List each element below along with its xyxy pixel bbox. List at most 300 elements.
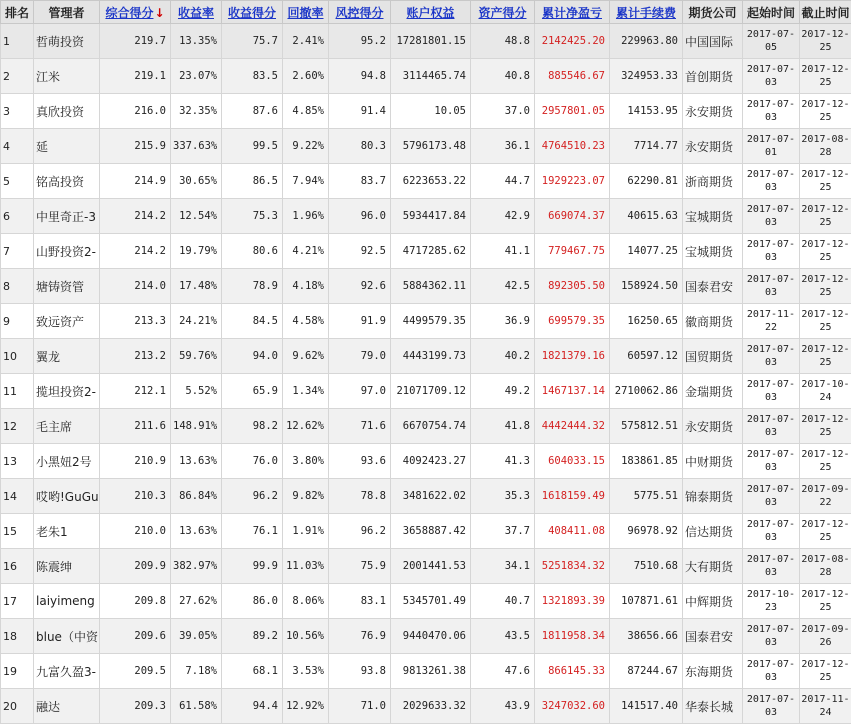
- arrow-down-icon[interactable]: ↓: [154, 6, 164, 20]
- cell-equity: 5796173.48: [391, 129, 471, 164]
- cell-score: 210.9: [100, 444, 171, 479]
- cell-net-pnl: 779467.75: [535, 234, 610, 269]
- cell-manager[interactable]: 哲萌投资: [34, 24, 100, 59]
- header-label: 风控得分: [335, 6, 383, 20]
- cell-fees: 7510.68: [610, 549, 683, 584]
- cell-risk-score: 91.9: [329, 304, 391, 339]
- cell-asset-score: 41.3: [471, 444, 535, 479]
- cell-rank: 12: [1, 409, 34, 444]
- cell-risk-score: 92.6: [329, 269, 391, 304]
- cell-end-time: 2017-12-25: [800, 269, 851, 304]
- cell-company: 大有期货: [683, 549, 743, 584]
- cell-asset-score: 36.1: [471, 129, 535, 164]
- cell-net-pnl: 1811958.34: [535, 619, 610, 654]
- cell-drawdown: 9.22%: [283, 129, 329, 164]
- cell-end-time: 2017-11-24: [800, 689, 851, 724]
- cell-return-score: 87.6: [222, 94, 283, 129]
- cell-rank: 5: [1, 164, 34, 199]
- cell-score: 214.2: [100, 234, 171, 269]
- cell-return-rate: 24.21%: [171, 304, 222, 339]
- header-return-rate[interactable]: [171, 1, 222, 24]
- cell-return-score: 99.5: [222, 129, 283, 164]
- cell-net-pnl: 408411.08: [535, 514, 610, 549]
- cell-start-time: 2017-07-03: [743, 549, 800, 584]
- cell-company: 国泰君安: [683, 269, 743, 304]
- cell-company: 华泰长城: [683, 689, 743, 724]
- cell-fees: 60597.12: [610, 339, 683, 374]
- cell-drawdown: 4.58%: [283, 304, 329, 339]
- header-asset-score[interactable]: [471, 1, 535, 24]
- cell-score: 211.6: [100, 409, 171, 444]
- cell-manager[interactable]: 延: [34, 129, 100, 164]
- cell-return-score: 83.5: [222, 59, 283, 94]
- cell-score: 209.3: [100, 689, 171, 724]
- cell-start-time: 2017-07-03: [743, 409, 800, 444]
- header-net-pnl[interactable]: [535, 1, 610, 24]
- cell-manager[interactable]: 致远资产: [34, 304, 100, 339]
- cell-asset-score: 49.2: [471, 374, 535, 409]
- cell-return-rate: 12.54%: [171, 199, 222, 234]
- cell-return-score: 80.6: [222, 234, 283, 269]
- cell-start-time: 2017-07-03: [743, 164, 800, 199]
- cell-drawdown: 2.60%: [283, 59, 329, 94]
- table-row[interactable]: [1, 234, 851, 269]
- cell-equity: 21071709.12: [391, 374, 471, 409]
- table-row[interactable]: [1, 164, 851, 199]
- cell-asset-score: 44.7: [471, 164, 535, 199]
- cell-net-pnl: 1467137.14: [535, 374, 610, 409]
- cell-company: 宝城期货: [683, 199, 743, 234]
- cell-asset-score: 41.8: [471, 409, 535, 444]
- cell-rank: 6: [1, 199, 34, 234]
- cell-asset-score: 37.0: [471, 94, 535, 129]
- cell-risk-score: 76.9: [329, 619, 391, 654]
- cell-risk-score: 93.6: [329, 444, 391, 479]
- cell-fees: 2710062.86: [610, 374, 683, 409]
- cell-end-time: 2017-12-25: [800, 24, 851, 59]
- cell-return-rate: 382.97%: [171, 549, 222, 584]
- cell-start-time: 2017-07-03: [743, 59, 800, 94]
- table-row[interactable]: [1, 584, 851, 619]
- header-label: 管理者: [48, 6, 84, 20]
- table-row[interactable]: [1, 479, 851, 514]
- cell-net-pnl: 669074.37: [535, 199, 610, 234]
- cell-return-rate: 86.84%: [171, 479, 222, 514]
- cell-risk-score: 93.8: [329, 654, 391, 689]
- table-row[interactable]: [1, 94, 851, 129]
- cell-fees: 141517.40: [610, 689, 683, 724]
- cell-score: 215.9: [100, 129, 171, 164]
- cell-manager[interactable]: 陈震绅: [34, 549, 100, 584]
- cell-rank: 10: [1, 339, 34, 374]
- table-row[interactable]: [1, 59, 851, 94]
- cell-return-rate: 7.18%: [171, 654, 222, 689]
- cell-fees: 324953.33: [610, 59, 683, 94]
- table-row[interactable]: [1, 374, 851, 409]
- cell-return-score: 96.2: [222, 479, 283, 514]
- cell-company: 永安期货: [683, 129, 743, 164]
- cell-score: 219.7: [100, 24, 171, 59]
- cell-fees: 96978.92: [610, 514, 683, 549]
- cell-start-time: 2017-07-03: [743, 514, 800, 549]
- cell-net-pnl: 892305.50: [535, 269, 610, 304]
- header-score[interactable]: [100, 1, 171, 24]
- cell-net-pnl: 885546.67: [535, 59, 610, 94]
- header-start-time: [743, 1, 800, 24]
- cell-net-pnl: 4442444.32: [535, 409, 610, 444]
- cell-risk-score: 91.4: [329, 94, 391, 129]
- cell-equity: 6670754.74: [391, 409, 471, 444]
- cell-equity: 4499579.35: [391, 304, 471, 339]
- cell-manager[interactable]: 毛主席: [34, 409, 100, 444]
- cell-score: 213.2: [100, 339, 171, 374]
- cell-asset-score: 37.7: [471, 514, 535, 549]
- cell-rank: 11: [1, 374, 34, 409]
- cell-end-time: 2017-12-25: [800, 654, 851, 689]
- cell-manager[interactable]: 融达: [34, 689, 100, 724]
- cell-company: 中辉期货: [683, 584, 743, 619]
- table-row[interactable]: [1, 654, 851, 689]
- cell-manager[interactable]: 山野投资2-: [34, 234, 100, 269]
- cell-manager[interactable]: 中里奇正-3: [34, 199, 100, 234]
- cell-company: 金瑞期货: [683, 374, 743, 409]
- header-label: 综合得分: [105, 6, 153, 20]
- cell-return-score: 86.5: [222, 164, 283, 199]
- cell-equity: 3658887.42: [391, 514, 471, 549]
- cell-rank: 14: [1, 479, 34, 514]
- cell-score: 212.1: [100, 374, 171, 409]
- cell-net-pnl: 5251834.32: [535, 549, 610, 584]
- cell-fees: 40615.63: [610, 199, 683, 234]
- cell-net-pnl: 2142425.20: [535, 24, 610, 59]
- cell-rank: 15: [1, 514, 34, 549]
- cell-score: 214.0: [100, 269, 171, 304]
- cell-start-time: 2017-07-03: [743, 234, 800, 269]
- cell-equity: 4717285.62: [391, 234, 471, 269]
- cell-score: 209.8: [100, 584, 171, 619]
- cell-rank: 16: [1, 549, 34, 584]
- cell-start-time: 2017-07-03: [743, 654, 800, 689]
- cell-asset-score: 43.9: [471, 689, 535, 724]
- cell-score: 209.9: [100, 549, 171, 584]
- cell-fees: 7714.77: [610, 129, 683, 164]
- cell-equity: 2001441.53: [391, 549, 471, 584]
- cell-net-pnl: 2957801.05: [535, 94, 610, 129]
- cell-company: 东海期货: [683, 654, 743, 689]
- cell-drawdown: 4.21%: [283, 234, 329, 269]
- cell-drawdown: 12.62%: [283, 409, 329, 444]
- cell-start-time: 2017-07-03: [743, 374, 800, 409]
- cell-fees: 14153.95: [610, 94, 683, 129]
- cell-score: 214.9: [100, 164, 171, 199]
- header-manager: [34, 1, 100, 24]
- cell-rank: 2: [1, 59, 34, 94]
- cell-equity: 17281801.15: [391, 24, 471, 59]
- cell-end-time: 2017-12-25: [800, 444, 851, 479]
- header-fees[interactable]: [610, 1, 683, 24]
- cell-fees: 87244.67: [610, 654, 683, 689]
- header-rank: [1, 1, 34, 24]
- cell-rank: 7: [1, 234, 34, 269]
- cell-end-time: 2017-12-25: [800, 584, 851, 619]
- cell-manager[interactable]: 老朱1: [34, 514, 100, 549]
- cell-net-pnl: 604033.15: [535, 444, 610, 479]
- cell-manager[interactable]: blue（中资: [34, 619, 100, 654]
- cell-risk-score: 96.2: [329, 514, 391, 549]
- table-row[interactable]: [1, 689, 851, 724]
- header-drawdown[interactable]: [283, 1, 329, 24]
- cell-start-time: 2017-07-03: [743, 444, 800, 479]
- cell-end-time: 2017-09-22: [800, 479, 851, 514]
- cell-manager[interactable]: 哎哟!GuGu: [34, 479, 100, 514]
- cell-risk-score: 83.7: [329, 164, 391, 199]
- cell-risk-score: 78.8: [329, 479, 391, 514]
- cell-company: 徽商期货: [683, 304, 743, 339]
- cell-equity: 6223653.22: [391, 164, 471, 199]
- cell-return-rate: 337.63%: [171, 129, 222, 164]
- cell-return-rate: 13.63%: [171, 514, 222, 549]
- table-row[interactable]: [1, 444, 851, 479]
- cell-net-pnl: 1618159.49: [535, 479, 610, 514]
- cell-asset-score: 40.8: [471, 59, 535, 94]
- cell-fees: 16250.65: [610, 304, 683, 339]
- table-row[interactable]: [1, 199, 851, 234]
- cell-drawdown: 7.94%: [283, 164, 329, 199]
- cell-equity: 5345701.49: [391, 584, 471, 619]
- cell-return-score: 76.1: [222, 514, 283, 549]
- cell-start-time: 2017-07-03: [743, 199, 800, 234]
- cell-end-time: 2017-12-25: [800, 234, 851, 269]
- cell-return-score: 75.7: [222, 24, 283, 59]
- cell-manager[interactable]: 塘铸资管: [34, 269, 100, 304]
- table-body: [1, 24, 851, 724]
- cell-risk-score: 94.8: [329, 59, 391, 94]
- cell-rank: 13: [1, 444, 34, 479]
- table-row[interactable]: [1, 339, 851, 374]
- header-label: 回撤率: [287, 6, 323, 20]
- cell-start-time: 2017-10-23: [743, 584, 800, 619]
- cell-drawdown: 3.53%: [283, 654, 329, 689]
- cell-score: 214.2: [100, 199, 171, 234]
- cell-return-rate: 23.07%: [171, 59, 222, 94]
- cell-asset-score: 40.7: [471, 584, 535, 619]
- cell-asset-score: 40.2: [471, 339, 535, 374]
- cell-equity: 5884362.11: [391, 269, 471, 304]
- cell-drawdown: 2.41%: [283, 24, 329, 59]
- cell-net-pnl: 866145.33: [535, 654, 610, 689]
- cell-manager[interactable]: 铭高投资: [34, 164, 100, 199]
- cell-return-rate: 59.76%: [171, 339, 222, 374]
- cell-return-score: 78.9: [222, 269, 283, 304]
- cell-rank: 18: [1, 619, 34, 654]
- header-risk-score[interactable]: [329, 1, 391, 24]
- header-label: 资产得分: [478, 6, 526, 20]
- cell-rank: 20: [1, 689, 34, 724]
- cell-start-time: 2017-07-03: [743, 619, 800, 654]
- cell-fees: 14077.25: [610, 234, 683, 269]
- cell-return-score: 94.4: [222, 689, 283, 724]
- cell-return-score: 84.5: [222, 304, 283, 339]
- cell-return-score: 89.2: [222, 619, 283, 654]
- cell-end-time: 2017-12-25: [800, 339, 851, 374]
- cell-manager[interactable]: laiyimeng: [34, 584, 100, 619]
- cell-end-time: 2017-09-26: [800, 619, 851, 654]
- cell-end-time: 2017-12-25: [800, 164, 851, 199]
- cell-return-rate: 27.62%: [171, 584, 222, 619]
- cell-return-score: 65.9: [222, 374, 283, 409]
- cell-equity: 4443199.73: [391, 339, 471, 374]
- cell-risk-score: 83.1: [329, 584, 391, 619]
- cell-asset-score: 42.5: [471, 269, 535, 304]
- cell-net-pnl: 699579.35: [535, 304, 610, 339]
- cell-drawdown: 4.85%: [283, 94, 329, 129]
- table-row[interactable]: [1, 24, 851, 59]
- cell-return-rate: 32.35%: [171, 94, 222, 129]
- cell-drawdown: 9.62%: [283, 339, 329, 374]
- cell-fees: 229963.80: [610, 24, 683, 59]
- cell-return-rate: 5.52%: [171, 374, 222, 409]
- cell-equity: 5934417.84: [391, 199, 471, 234]
- cell-return-rate: 13.35%: [171, 24, 222, 59]
- cell-manager[interactable]: 翼龙: [34, 339, 100, 374]
- cell-return-score: 98.2: [222, 409, 283, 444]
- cell-asset-score: 42.9: [471, 199, 535, 234]
- cell-rank: 3: [1, 94, 34, 129]
- cell-manager[interactable]: 真欣投资: [34, 94, 100, 129]
- cell-manager[interactable]: 小黑妞2号: [34, 444, 100, 479]
- cell-end-time: 2017-08-28: [800, 549, 851, 584]
- cell-drawdown: 1.91%: [283, 514, 329, 549]
- cell-net-pnl: 1321893.39: [535, 584, 610, 619]
- cell-return-rate: 39.05%: [171, 619, 222, 654]
- header-row: [1, 1, 851, 24]
- table-row[interactable]: [1, 514, 851, 549]
- cell-return-rate: 13.63%: [171, 444, 222, 479]
- cell-return-rate: 61.58%: [171, 689, 222, 724]
- cell-company: 国贸期货: [683, 339, 743, 374]
- cell-rank: 8: [1, 269, 34, 304]
- cell-equity: 2029633.32: [391, 689, 471, 724]
- header-label: 期货公司: [688, 6, 736, 20]
- cell-return-score: 76.0: [222, 444, 283, 479]
- cell-company: 中财期货: [683, 444, 743, 479]
- cell-rank: 17: [1, 584, 34, 619]
- cell-equity: 9813261.38: [391, 654, 471, 689]
- cell-net-pnl: 1929223.07: [535, 164, 610, 199]
- cell-risk-score: 71.6: [329, 409, 391, 444]
- header-label: 累计手续费: [616, 6, 676, 20]
- cell-equity: 3114465.74: [391, 59, 471, 94]
- cell-start-time: 2017-07-03: [743, 689, 800, 724]
- cell-start-time: 2017-07-01: [743, 129, 800, 164]
- cell-risk-score: 79.0: [329, 339, 391, 374]
- table-row[interactable]: [1, 549, 851, 584]
- cell-equity: 10.05: [391, 94, 471, 129]
- cell-drawdown: 3.80%: [283, 444, 329, 479]
- cell-asset-score: 47.6: [471, 654, 535, 689]
- cell-equity: 9440470.06: [391, 619, 471, 654]
- cell-fees: 62290.81: [610, 164, 683, 199]
- cell-rank: 1: [1, 24, 34, 59]
- cell-start-time: 2017-11-22: [743, 304, 800, 339]
- cell-asset-score: 41.1: [471, 234, 535, 269]
- cell-risk-score: 96.0: [329, 199, 391, 234]
- cell-company: 中国国际: [683, 24, 743, 59]
- cell-score: 209.6: [100, 619, 171, 654]
- header-label: 截止时间: [801, 6, 849, 20]
- table-row[interactable]: [1, 409, 851, 444]
- cell-score: 216.0: [100, 94, 171, 129]
- cell-fees: 183861.85: [610, 444, 683, 479]
- cell-risk-score: 95.2: [329, 24, 391, 59]
- cell-drawdown: 1.96%: [283, 199, 329, 234]
- cell-asset-score: 35.3: [471, 479, 535, 514]
- cell-equity: 3481622.02: [391, 479, 471, 514]
- header-label: 收益率: [178, 6, 214, 20]
- cell-end-time: 2017-12-25: [800, 409, 851, 444]
- cell-drawdown: 1.34%: [283, 374, 329, 409]
- cell-equity: 4092423.27: [391, 444, 471, 479]
- cell-start-time: 2017-07-03: [743, 479, 800, 514]
- header-label: 累计净盈亏: [542, 6, 602, 20]
- cell-start-time: 2017-07-03: [743, 269, 800, 304]
- cell-drawdown: 10.56%: [283, 619, 329, 654]
- cell-asset-score: 43.5: [471, 619, 535, 654]
- cell-fees: 158924.50: [610, 269, 683, 304]
- cell-manager[interactable]: 九富久盈3-: [34, 654, 100, 689]
- cell-company: 永安期货: [683, 94, 743, 129]
- header-return-score[interactable]: [222, 1, 283, 24]
- cell-drawdown: 11.03%: [283, 549, 329, 584]
- cell-drawdown: 4.18%: [283, 269, 329, 304]
- cell-asset-score: 34.1: [471, 549, 535, 584]
- cell-return-rate: 17.48%: [171, 269, 222, 304]
- cell-end-time: 2017-12-25: [800, 514, 851, 549]
- header-company: [683, 1, 743, 24]
- cell-risk-score: 92.5: [329, 234, 391, 269]
- cell-start-time: 2017-07-03: [743, 94, 800, 129]
- cell-score: 210.0: [100, 514, 171, 549]
- cell-end-time: 2017-12-25: [800, 94, 851, 129]
- cell-company: 锦泰期货: [683, 479, 743, 514]
- cell-return-score: 68.1: [222, 654, 283, 689]
- cell-risk-score: 80.3: [329, 129, 391, 164]
- cell-return-rate: 30.65%: [171, 164, 222, 199]
- cell-company: 首创期货: [683, 59, 743, 94]
- cell-score: 219.1: [100, 59, 171, 94]
- cell-rank: 19: [1, 654, 34, 689]
- cell-drawdown: 12.92%: [283, 689, 329, 724]
- cell-risk-score: 75.9: [329, 549, 391, 584]
- cell-asset-score: 36.9: [471, 304, 535, 339]
- cell-return-score: 75.3: [222, 199, 283, 234]
- cell-company: 永安期货: [683, 409, 743, 444]
- header-equity[interactable]: [391, 1, 471, 24]
- cell-end-time: 2017-12-25: [800, 199, 851, 234]
- cell-company: 浙商期货: [683, 164, 743, 199]
- cell-manager[interactable]: 揽坦投资2-: [34, 374, 100, 409]
- cell-fees: 38656.66: [610, 619, 683, 654]
- cell-end-time: 2017-10-24: [800, 374, 851, 409]
- cell-end-time: 2017-12-25: [800, 304, 851, 339]
- cell-manager[interactable]: 江米: [34, 59, 100, 94]
- cell-fees: 107871.61: [610, 584, 683, 619]
- table-row[interactable]: [1, 304, 851, 339]
- cell-risk-score: 97.0: [329, 374, 391, 409]
- table-row[interactable]: [1, 269, 851, 304]
- table-row[interactable]: [1, 129, 851, 164]
- table-row[interactable]: [1, 619, 851, 654]
